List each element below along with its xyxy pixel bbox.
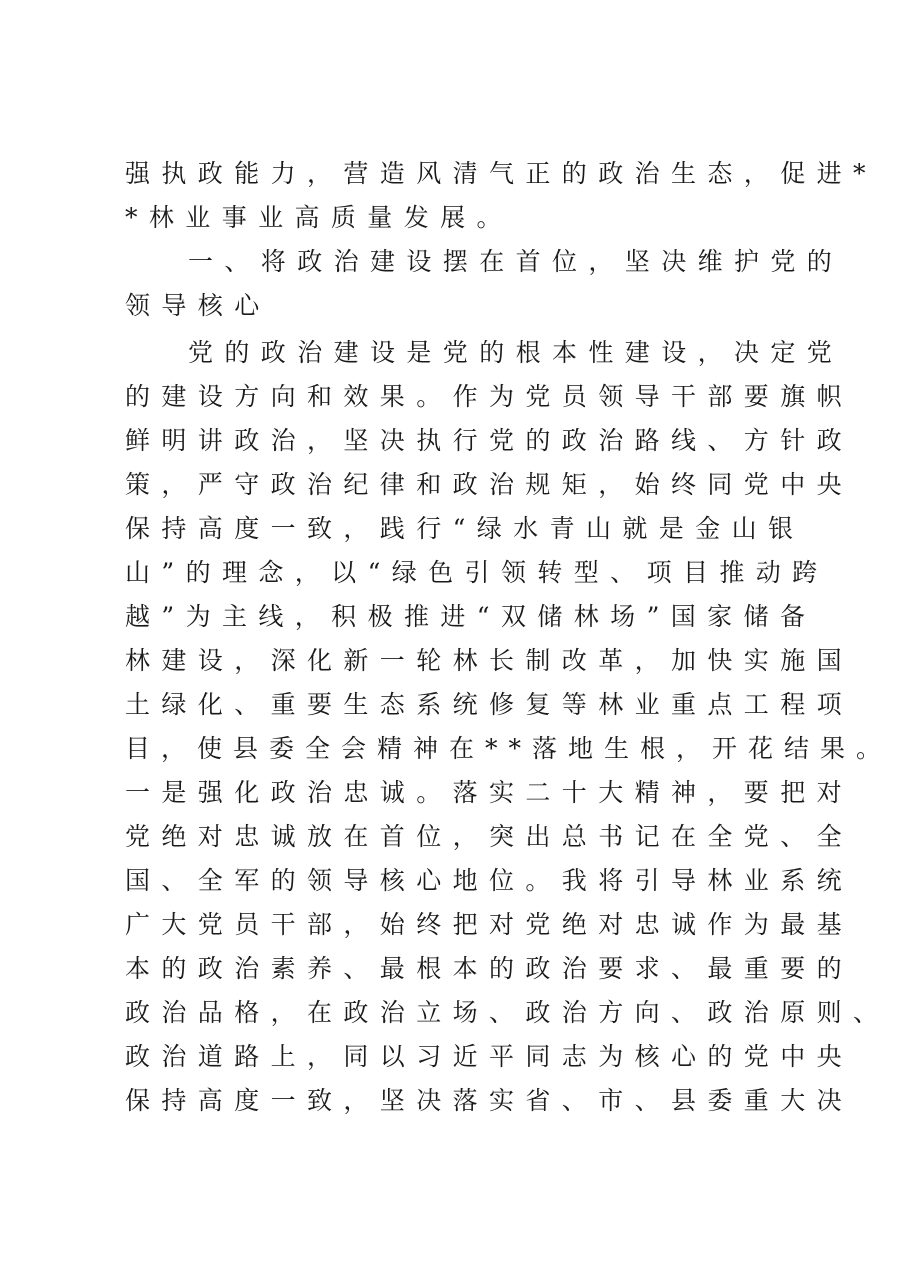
body-text-line: 党的政治建设是党的根本性建设，决定党 xyxy=(188,338,844,367)
body-text-line: 越”为主线，积极推进“双储林场”国家储备 xyxy=(125,602,817,631)
body-text-line: 强执政能力，营造风清气正的政治生态，促进* xyxy=(125,159,877,188)
body-text-line: 广大党员干部，始终把对党绝对忠诚作为最基 xyxy=(125,910,854,939)
body-text-line: 保持高度一致，坚决落实省、市、县委重大决 xyxy=(125,1086,854,1115)
body-text-line: 一是强化政治忠诚。落实二十大精神，要把对 xyxy=(125,778,854,807)
body-text-line: 政治道路上，同以习近平同志为核心的党中央 xyxy=(125,1042,854,1071)
body-text-line: 本的政治素养、最根本的政治要求、最重要的 xyxy=(125,954,854,983)
body-text-line: 鲜明讲政治，坚决执行党的政治路线、方针政 xyxy=(125,426,854,455)
body-text-line: 政治品格，在政治立场、政治方向、政治原则、 xyxy=(125,998,890,1027)
body-text-line: 国、全军的领导核心地位。我将引导林业系统 xyxy=(125,866,854,895)
section-heading-line: 一、将政治建设摆在首位，坚决维护党的 xyxy=(188,247,844,276)
body-text-line: 保持高度一致，践行“绿水青山就是金山银 xyxy=(125,514,805,543)
body-text-line: 土绿化、重要生态系统修复等林业重点工程项 xyxy=(125,690,854,719)
body-text-line: 山”的理念，以“绿色引领转型、项目推动跨 xyxy=(125,558,829,587)
body-text-line: *林业事业高质量发展。 xyxy=(125,203,513,232)
body-text-line: 策，严守政治纪律和政治规矩，始终同党中央 xyxy=(125,470,854,499)
body-text-line: 林建设，深化新一轮林长制改革，加快实施国 xyxy=(125,646,854,675)
section-heading-line: 领导核心 xyxy=(125,291,271,320)
body-text-line: 的建设方向和效果。作为党员领导干部要旗帜 xyxy=(125,382,854,411)
body-text-line: 目，使县委全会精神在**落地生根，开花结果。 xyxy=(125,734,893,763)
body-text-line: 党绝对忠诚放在首位，突出总书记在全党、全 xyxy=(125,822,854,851)
